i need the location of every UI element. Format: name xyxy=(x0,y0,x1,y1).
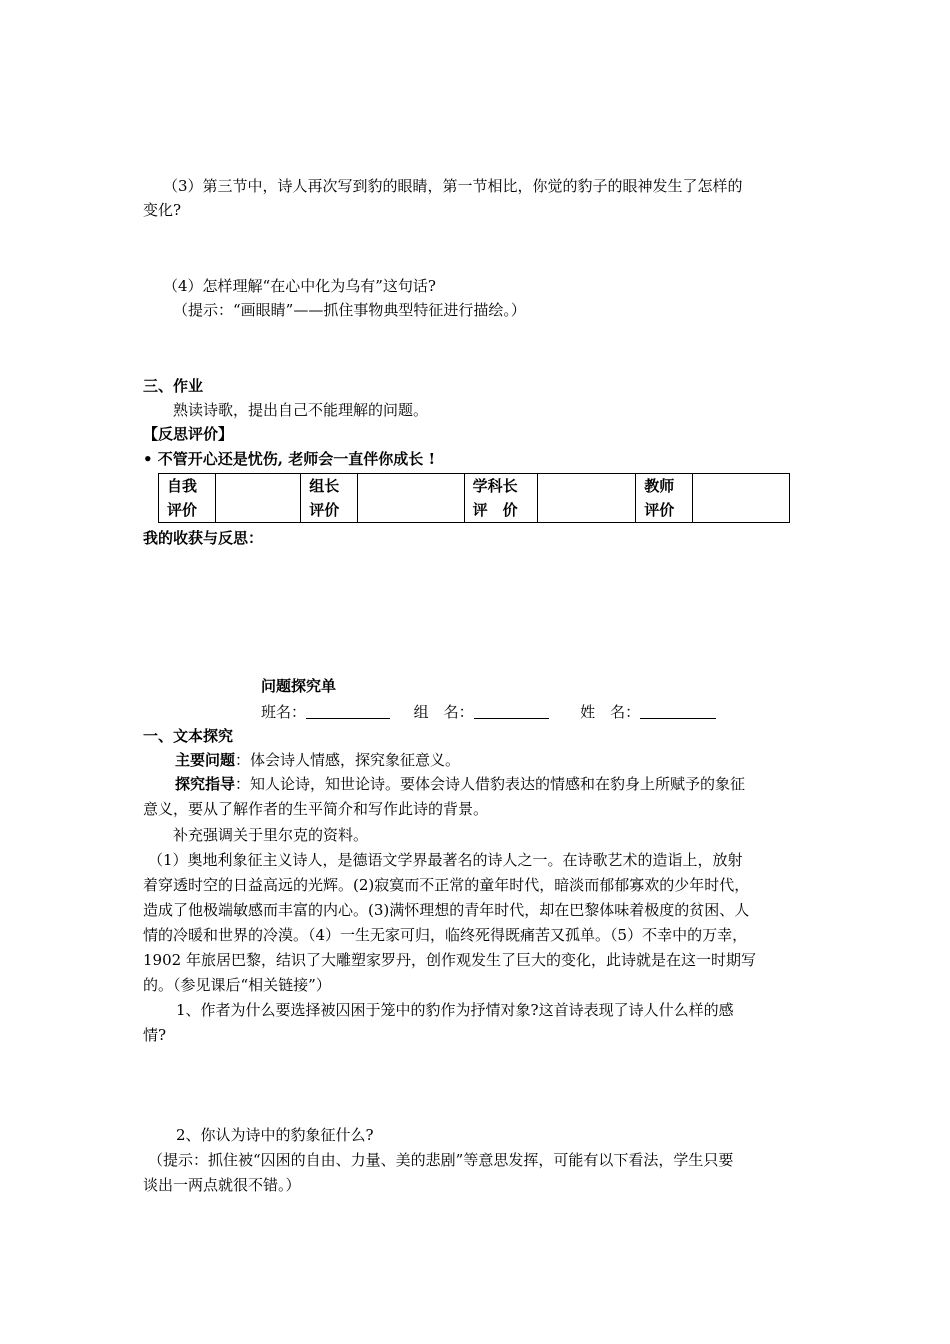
guide-line1: 探究指导：知人论诗，知世论诗。要体会诗人借豹表达的情感和在豹身上所赋予的象征 xyxy=(175,775,746,793)
main-question: 主要问题：体会诗人情感，探究象征意义。 xyxy=(175,751,461,769)
bio-line6: 的。（参见课后“相关链接”） xyxy=(143,976,331,994)
bio-line5: 1902 年旅居巴黎，结识了大雕塑家罗丹，创作观发生了巨大的变化，此诗就是在这一时期写 xyxy=(143,951,756,969)
eval-label-self: 自我 评价 xyxy=(159,474,216,523)
guide-line2: 意义，要从了解作者的生平简介和写作此诗的背景。 xyxy=(143,800,489,818)
class-label: 班名： xyxy=(261,703,307,721)
eval-cell-group-leader[interactable] xyxy=(358,474,464,523)
eval-label-teacher: 教师 评价 xyxy=(636,474,693,523)
q4-line1: （4）怎样理解“在心中化为乌有”这句话? xyxy=(163,277,436,295)
bio-line3: 造成了他极端敏感而丰富的内心。(3)满怀理想的青年时代，却在巴黎体味着极度的贫困、人 xyxy=(143,901,750,919)
q3-line1: （3）第三节中，诗人再次写到豹的眼睛，第一节相比，你觉的豹子的眼神发生了怎样的 xyxy=(163,177,743,195)
group-label: 组 名： xyxy=(413,703,474,721)
group-blank[interactable] xyxy=(474,701,549,719)
q1-line1: 1、作者为什么要选择被囚困于笼中的豹作为抒情对象?这首诗表现了诗人什么样的感 xyxy=(176,1001,734,1019)
q4-hint: （提示：“画眼睛”——抓住事物典型特征进行描绘。） xyxy=(173,301,526,319)
section1-heading: 一、文本探究 xyxy=(143,727,234,745)
name-label: 姓 名： xyxy=(580,703,641,721)
q2-hint1: （提示：抓住被“囚困的自由、力量、美的悲剧”等意思发挥，可能有以下看法，学生只要 xyxy=(148,1151,734,1169)
bio-line4: 情的冷暖和世界的冷漠。（4）一生无家可归，临终死得既痛苦又孤单。（5）不幸中的万幸， xyxy=(143,926,748,944)
worksheet-title: 问题探究单 xyxy=(261,677,337,695)
q3-line2: 变化? xyxy=(143,201,182,219)
class-blank[interactable] xyxy=(306,701,390,719)
eval-label-group-leader: 组长 评价 xyxy=(301,474,358,523)
q2: 2、你认为诗中的豹象征什么? xyxy=(176,1126,374,1144)
eval-cell-subject-leader[interactable] xyxy=(537,474,636,523)
eval-cell-teacher[interactable] xyxy=(693,474,790,523)
homework-text: 熟读诗歌，提出自己不能理解的问题。 xyxy=(173,401,429,419)
q2-hint2: 谈出一两点就很不错。） xyxy=(143,1176,301,1194)
q1-line2: 情? xyxy=(143,1026,167,1044)
supplement: 补充强调关于里尔克的资料。 xyxy=(173,826,369,844)
bio-line2: 着穿透时空的日益高远的光辉。(2)寂寞而不正常的童年时代，暗淡而郁郁寡欢的少年时代， xyxy=(143,876,750,894)
name-blank[interactable] xyxy=(640,701,716,719)
reflection-heading: 【反思评价】 xyxy=(143,425,234,443)
reflection-motto: • 不管开心还是忧伤, 老师会一直伴你成长 ! xyxy=(143,450,436,468)
eval-label-subject-leader: 学科长 评 价 xyxy=(464,474,537,523)
homework-heading: 三、作业 xyxy=(143,377,204,395)
worksheet-info xyxy=(261,700,716,724)
gains-heading: 我的收获与反思： xyxy=(143,529,264,547)
evaluation-table xyxy=(158,473,790,523)
bio-line1: （1）奥地利象征主义诗人，是德语文学界最著名的诗人之一。在诗歌艺术的造诣上，放射 xyxy=(148,851,743,869)
eval-cell-self[interactable] xyxy=(215,474,300,523)
